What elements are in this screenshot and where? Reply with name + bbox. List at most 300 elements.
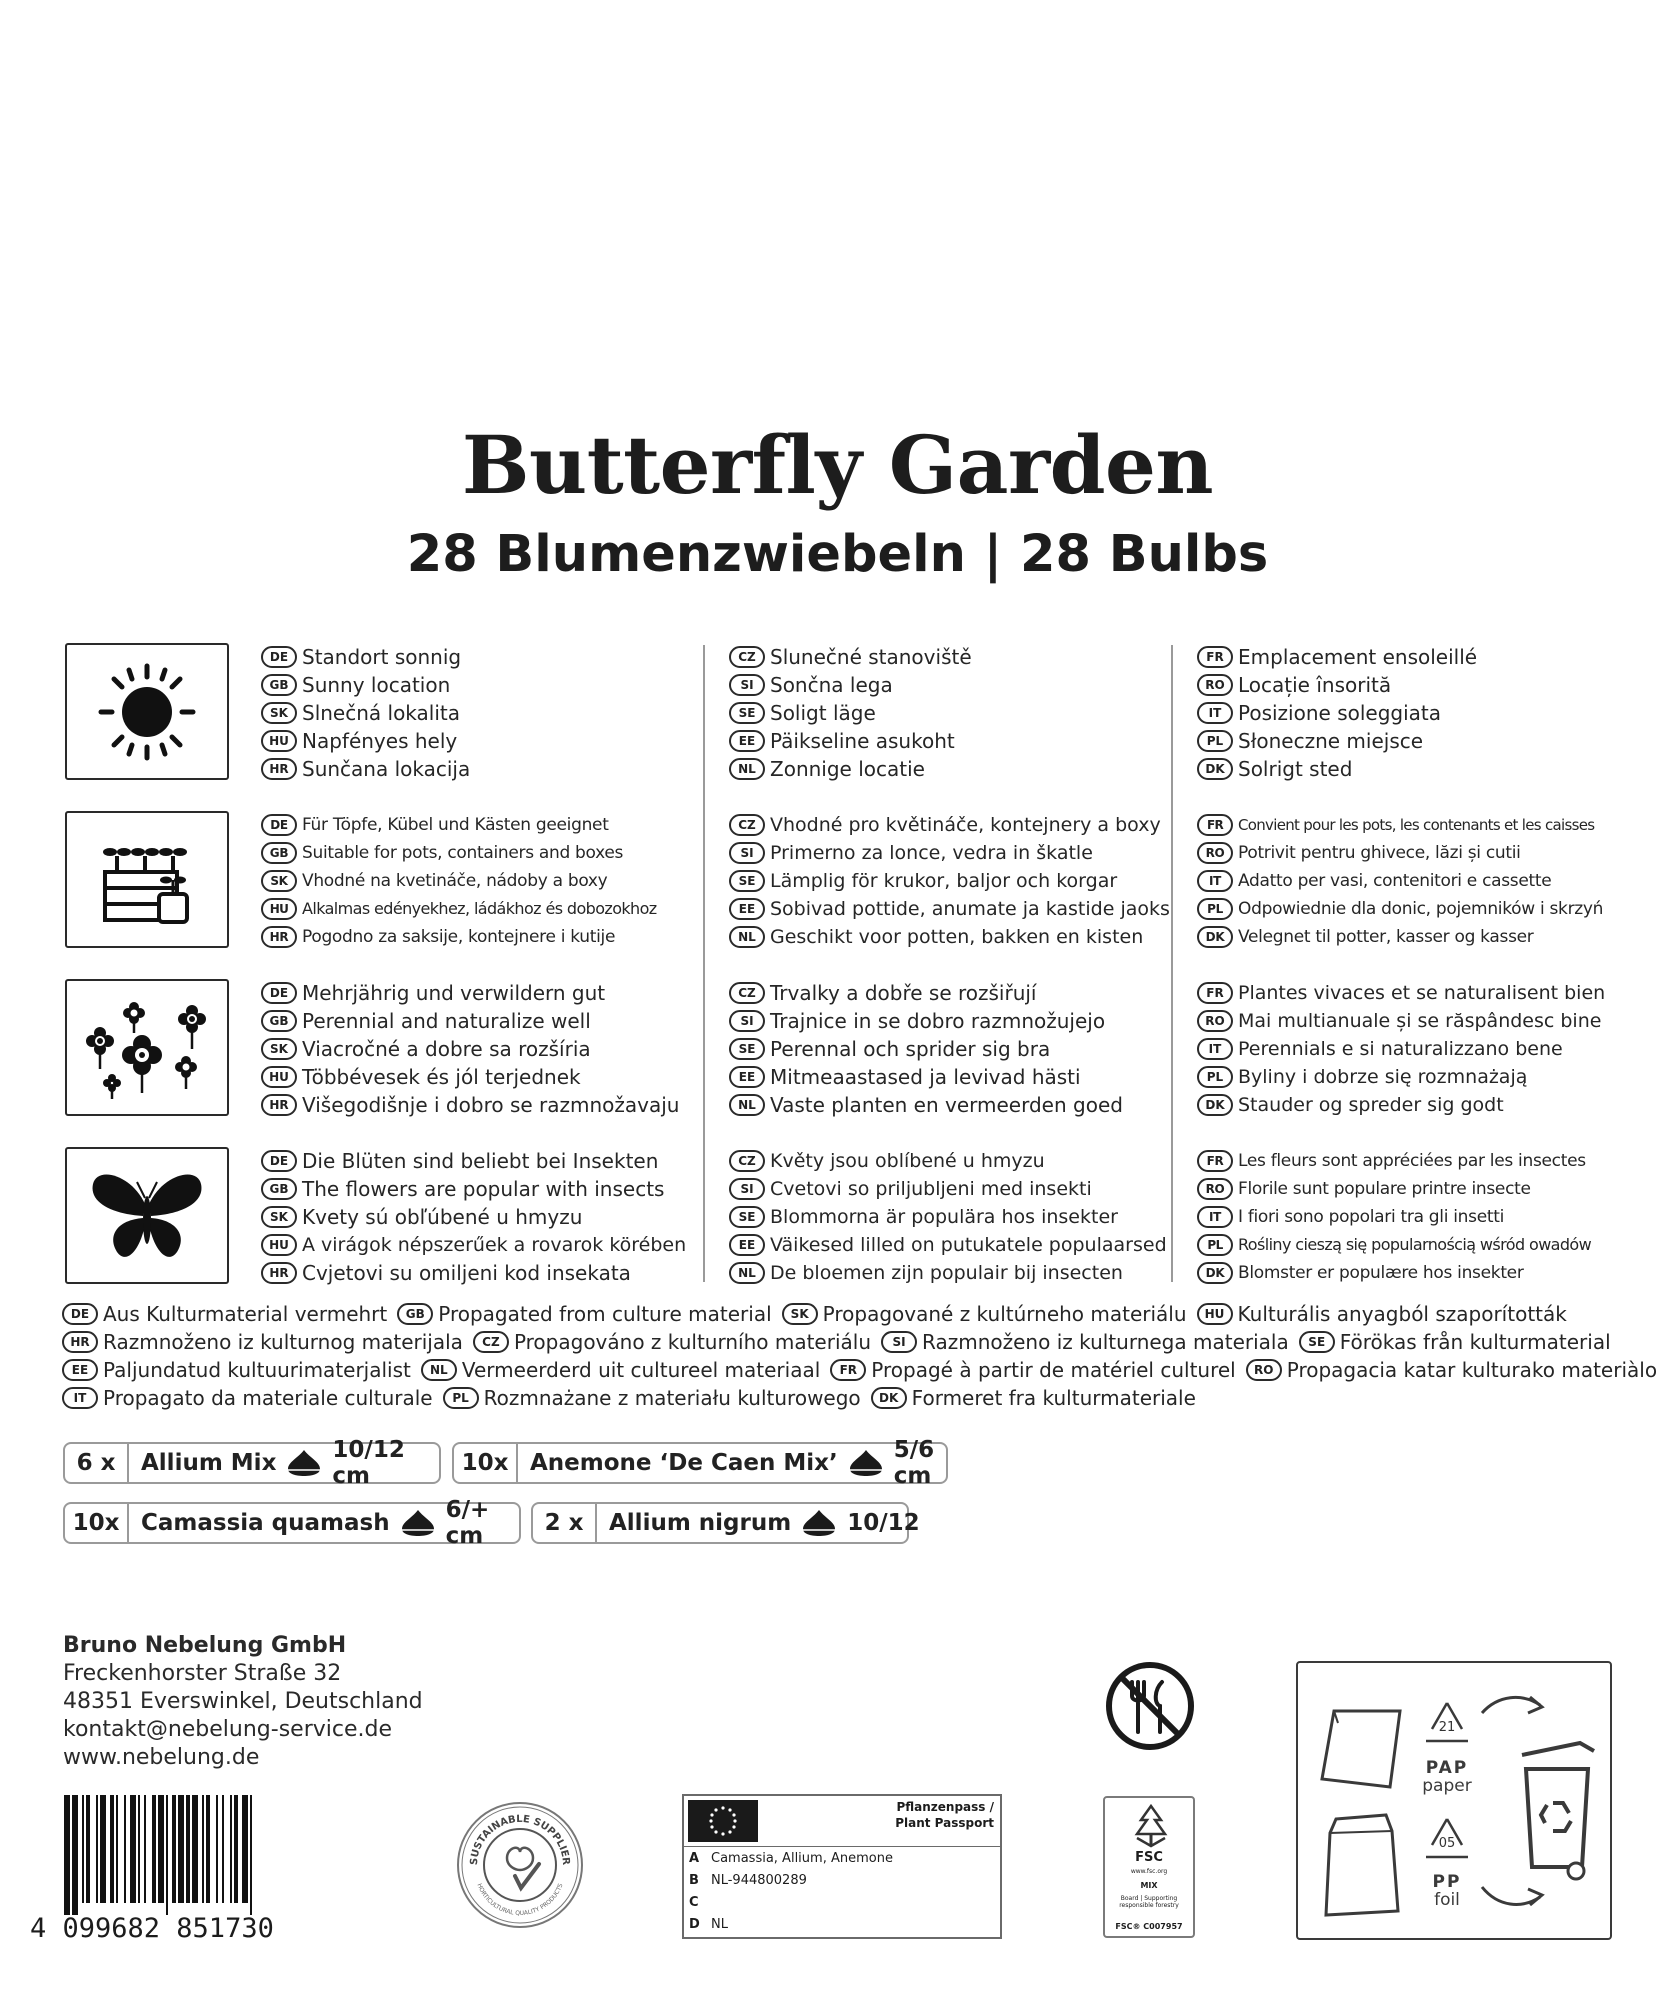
fsc-mix: MIX [1140, 1881, 1158, 1890]
country-code: CZ [729, 814, 765, 836]
barcode-bar [186, 1795, 190, 1903]
barcode-bar [110, 1795, 114, 1903]
translation-text: Solrigt sted [1238, 757, 1353, 781]
country-code: HU [261, 1066, 297, 1088]
paper-recycle-label: paper [1422, 1776, 1472, 1796]
country-code: SE [729, 870, 765, 892]
text-line [729, 699, 972, 727]
text-line [261, 1063, 679, 1091]
country-code: HU [261, 1234, 297, 1256]
barcode-bar [178, 1795, 184, 1903]
text-line [261, 811, 657, 839]
translation-text: Mai multianuale și se răspândesc bine [1238, 1010, 1602, 1032]
country-code: CZ [729, 982, 765, 1004]
language-column [1197, 643, 1477, 783]
barcode-bar [166, 1795, 168, 1915]
country-code: NL [729, 926, 765, 948]
barcode-digits: 4 099682 851730 [30, 1913, 274, 1944]
language-column [261, 979, 679, 1119]
translation-text: Napfényes hely [302, 729, 458, 753]
language-column [261, 643, 470, 783]
fsc-description [1105, 1895, 1193, 1909]
country-code: SK [261, 870, 297, 892]
language-column [729, 1147, 1167, 1287]
propagation-line [62, 1384, 1622, 1412]
seal-bottom-text: HORTICULTURAL QUALITY PRODUCTS [475, 1882, 565, 1918]
text-line [261, 1091, 679, 1119]
translation-text: Slunečné stanoviště [770, 645, 972, 669]
bulb-icon [284, 1448, 324, 1478]
text-line [1197, 699, 1477, 727]
translation-text: Vhodné na kvetináče, nádoby a boxy [302, 871, 608, 891]
translation-text: Florile sunt populare printre insecte [1238, 1179, 1531, 1199]
foil-recycle-number: 05 [1438, 1836, 1456, 1851]
translation-text: Primerno za lonce, vedra in škatle [770, 842, 1093, 864]
barcode-bar [138, 1795, 140, 1903]
translation-text: Viacročné a dobre sa rozšíria [302, 1037, 591, 1061]
planter-box-icon [95, 828, 199, 932]
language-column [261, 811, 657, 951]
country-code: NL [729, 758, 765, 780]
bulb-icon [398, 1508, 438, 1538]
foil-recycle-code: PP [1432, 1872, 1462, 1892]
propagation-item [1299, 1328, 1611, 1356]
country-code: SI [729, 674, 765, 696]
language-column [1197, 1147, 1591, 1287]
page-subtitle: 28 Blumenzwiebeln | 28 Bulbs [406, 525, 1269, 584]
text-line [261, 1147, 686, 1175]
text-line [1197, 923, 1603, 951]
propagation-line [62, 1356, 1658, 1384]
country-code: HR [261, 1094, 297, 1116]
propagation-item [830, 1356, 1235, 1384]
translation-text: Blommorna är populära hos insekter [770, 1206, 1118, 1228]
country-code: HR [261, 1262, 297, 1284]
translation-text: Cvetovi so priljubljeni med insekti [770, 1178, 1092, 1200]
fsc-description-line: Board | Supporting [1120, 1895, 1178, 1902]
bulb-icon [846, 1448, 886, 1478]
country-code: HR [261, 926, 297, 948]
country-code: RO [1246, 1359, 1282, 1381]
country-code: EE [729, 1234, 765, 1256]
country-code: SI [881, 1331, 917, 1353]
plant-passport-title-line: Plant Passport [895, 1816, 994, 1830]
passport-row-value: Camassia, Allium, Anemone [711, 1851, 893, 1866]
passport-row-letter: B [689, 1873, 699, 1888]
text-line [1197, 643, 1477, 671]
fsc-name: FSC [1135, 1850, 1163, 1865]
bulb-item [63, 1497, 521, 1549]
barcode-bar [124, 1795, 126, 1903]
barcode-bar [250, 1795, 252, 1915]
translation-text: Emplacement ensoleillé [1238, 645, 1478, 669]
text-line [729, 643, 972, 671]
barcode-bar [86, 1795, 90, 1903]
bulb-size: 5/6 cm [893, 1437, 935, 1489]
bulb-name: Anemone ‘De Caen Mix’ [530, 1450, 838, 1476]
bulb-item [531, 1502, 920, 1544]
text-line [261, 923, 657, 951]
propagation-item [871, 1384, 1196, 1412]
translation-text: Plantes vivaces et se naturalisent bien [1238, 982, 1606, 1004]
text-line [729, 1203, 1167, 1231]
barcode-bar [230, 1795, 232, 1903]
translation-text: Posizione soleggiata [1238, 701, 1442, 725]
text-line [1197, 895, 1603, 923]
text-line [1197, 979, 1605, 1007]
passport-row [689, 1872, 807, 1890]
foil-recycle-code-icon [1412, 1813, 1482, 1873]
propagation-item [62, 1300, 387, 1328]
eu-flag-icon [688, 1800, 758, 1842]
city-address: 48351 Everswinkel, Deutschland [63, 1689, 423, 1714]
translation-text: Standort sonnig [302, 645, 462, 669]
translation-text: I fiori sono popolari tra gli insetti [1238, 1207, 1505, 1227]
country-code: SK [261, 702, 297, 724]
country-code: EE [62, 1359, 98, 1381]
paper-sheet-icon [1316, 1703, 1406, 1793]
text-line [261, 979, 679, 1007]
paper-recycle-code-icon [1412, 1697, 1482, 1757]
translation-text: Sunčana lokacija [302, 757, 471, 781]
fsc-tree-icon [1127, 1802, 1175, 1850]
translation-text: Förökas från kulturmaterial [1339, 1330, 1611, 1354]
translation-text: Les fleurs sont appréciées par les insectes [1238, 1151, 1586, 1171]
barcode-bar [234, 1795, 238, 1903]
country-code: GB [261, 1010, 297, 1032]
barcode-bar [202, 1795, 204, 1903]
translation-text: Vermeerderd uit cultureel materiaal [461, 1358, 821, 1382]
translation-text: Sunny location [302, 673, 451, 697]
country-code: FR [1197, 814, 1233, 836]
text-line [261, 1259, 686, 1287]
country-code: RO [1197, 1010, 1233, 1032]
propagation-item [1197, 1300, 1567, 1328]
paper-recycle-number: 21 [1438, 1720, 1456, 1735]
text-line [1197, 727, 1477, 755]
translation-text: Mitmeaastased ja levivad hästi [770, 1065, 1081, 1089]
text-line [1197, 811, 1603, 839]
butterfly-icon-box [65, 1147, 229, 1284]
text-line [261, 839, 657, 867]
translation-text: Formeret fra kulturmateriale [911, 1386, 1196, 1410]
street-address: Freckenhorster Straße 32 [63, 1661, 342, 1686]
translation-text: Perennial and naturalize well [302, 1009, 591, 1033]
country-code: DK [1197, 758, 1233, 780]
country-code: IT [62, 1387, 98, 1409]
country-code: DK [1197, 1262, 1233, 1284]
country-code: HR [261, 758, 297, 780]
propagation-item [881, 1328, 1289, 1356]
barcode-bar [222, 1795, 224, 1903]
flowers-icon-box [65, 979, 229, 1116]
translation-text: Trajnice in se dobro razmnožujejo [770, 1009, 1106, 1033]
text-line [261, 727, 470, 755]
country-code: SI [729, 1010, 765, 1032]
passport-row [689, 1894, 711, 1912]
passport-row-letter: A [689, 1851, 700, 1866]
fsc-url: www.fsc.org [1130, 1868, 1168, 1875]
country-code: EE [729, 1066, 765, 1088]
country-code: GB [397, 1303, 433, 1325]
country-code: SE [729, 702, 765, 724]
country-code: NL [729, 1094, 765, 1116]
website-link[interactable]: www.nebelung.de [63, 1745, 260, 1770]
text-line [729, 839, 1170, 867]
passport-row [689, 1850, 893, 1868]
country-code: SE [729, 1038, 765, 1060]
translation-text: Kulturális anyagból szaporították [1237, 1302, 1567, 1326]
barcode-bar [216, 1795, 218, 1903]
translation-text: Väikesed lilled on putukatele populaarsed [770, 1234, 1167, 1256]
text-line [729, 1063, 1123, 1091]
country-code: PL [1197, 1234, 1233, 1256]
propagation-item [782, 1300, 1187, 1328]
plant-passport-title [895, 1799, 994, 1831]
country-code: HU [261, 730, 297, 752]
language-column [1197, 811, 1603, 951]
country-code: PL [1197, 1066, 1233, 1088]
propagation-item [62, 1356, 411, 1384]
text-line [261, 1203, 686, 1231]
translation-text: Trvalky a dobře se rozšiřují [770, 981, 1037, 1005]
column-separator [1171, 645, 1173, 1282]
country-code: PL [1197, 898, 1233, 920]
translation-text: Perennal och sprider sig bra [770, 1037, 1051, 1061]
barcode-bar [172, 1795, 176, 1903]
translation-text: Razmnoženo iz kulturnega materiala [922, 1330, 1289, 1354]
country-code: GB [261, 842, 297, 864]
text-line [729, 895, 1170, 923]
bulb-size: 10/12 cm [332, 1437, 405, 1489]
company-name: Bruno Nebelung GmbH [63, 1633, 347, 1658]
text-line [261, 1007, 679, 1035]
text-line [1197, 1175, 1591, 1203]
country-code: IT [1197, 1038, 1233, 1060]
text-line [261, 755, 470, 783]
country-code: RO [1197, 842, 1233, 864]
text-line [1197, 839, 1603, 867]
text-line [729, 1231, 1167, 1259]
text-line [261, 643, 470, 671]
translation-text: Zonnige locatie [770, 757, 925, 781]
passport-row-value: NL [711, 1917, 728, 1932]
bulb-name: Allium nigrum [609, 1510, 792, 1536]
country-code: SE [729, 1206, 765, 1228]
text-line [729, 1147, 1167, 1175]
country-code: EE [729, 898, 765, 920]
country-code: NL [729, 1262, 765, 1284]
translation-text: Paljundatud kultuurimaterjalist [103, 1358, 411, 1382]
text-line [729, 1175, 1167, 1203]
passport-row-value: NL-944800289 [711, 1873, 807, 1888]
language-column [729, 979, 1123, 1119]
bulb-quantity: 10x [454, 1444, 518, 1482]
text-line [729, 755, 972, 783]
text-line [729, 1091, 1123, 1119]
text-line [1197, 671, 1477, 699]
country-code: SI [729, 842, 765, 864]
text-line [729, 1035, 1123, 1063]
recycling-bin-icon [1516, 1735, 1600, 1885]
paper-recycle-code: PAP [1425, 1758, 1469, 1778]
translation-text: Propagé à partir de matériel culturel [871, 1358, 1236, 1382]
text-line [261, 699, 470, 727]
translation-text: Aus Kulturmaterial vermehrt [103, 1302, 388, 1326]
translation-text: The flowers are popular with insects [302, 1177, 665, 1201]
country-code: SI [729, 1178, 765, 1200]
bulb-item [63, 1437, 441, 1489]
bulb-quantity: 2 x [533, 1504, 597, 1542]
text-line [1197, 1147, 1591, 1175]
translation-text: A virágok népszerűek a rovarok körében [302, 1234, 687, 1256]
translation-text: Kvety sú obľúbené u hmyzu [302, 1205, 583, 1229]
translation-text: Többévesek és jól terjednek [302, 1065, 581, 1089]
language-column [729, 811, 1170, 951]
country-code: DE [261, 646, 297, 668]
country-code: DE [261, 982, 297, 1004]
bulb-name: Camassia quamash [141, 1510, 390, 1536]
translation-text: Mehrjährig und verwildern gut [302, 981, 606, 1005]
translation-text: Alkalmas edényekhez, ládákhoz és dobozokhoz [302, 899, 657, 918]
translation-text: Propagated from culture material [438, 1302, 772, 1326]
country-code: FR [830, 1359, 866, 1381]
country-code: SK [782, 1303, 818, 1325]
translation-text: Propagované z kultúrneho materiálu [822, 1302, 1187, 1326]
barcode-bar [116, 1795, 118, 1903]
country-code: IT [1197, 1206, 1233, 1228]
country-code: CZ [729, 1150, 765, 1172]
translation-text: Slnečná lokalita [302, 701, 461, 725]
text-line [729, 979, 1123, 1007]
country-code: DK [871, 1387, 907, 1409]
sun-icon-box [65, 643, 229, 780]
company-address [63, 1632, 423, 1772]
flowers-icon [82, 993, 212, 1103]
country-code: SK [261, 1206, 297, 1228]
translation-text: Convient pour les pots, les contenants et les caisses [1238, 816, 1595, 834]
barcode [62, 1795, 342, 1915]
translation-text: Rośliny cieszą się popularnością wśród owadów [1238, 1235, 1592, 1254]
barcode-bar [72, 1795, 78, 1915]
translation-text: Cvjetovi su omiljeni kod insekata [302, 1261, 631, 1285]
text-line [729, 727, 972, 755]
translation-text: Locație însorită [1238, 673, 1392, 697]
translation-text: Geschikt voor potten, bakken en kisten [770, 926, 1144, 948]
country-code: FR [1197, 1150, 1233, 1172]
country-code: HU [261, 898, 297, 920]
bulb-size: 6/+ cm [445, 1497, 490, 1549]
text-line [729, 923, 1170, 951]
text-line [729, 671, 972, 699]
country-code: DK [1197, 926, 1233, 948]
translation-text: Propagacia katar kulturako materiàlo [1286, 1358, 1658, 1382]
text-line [1197, 1203, 1591, 1231]
text-line [1197, 755, 1477, 783]
text-line [729, 867, 1170, 895]
country-code: RO [1197, 1178, 1233, 1200]
translation-text: Sobivad pottide, anumate ja kastide jaoks [770, 898, 1170, 920]
propagation-line [62, 1328, 1622, 1356]
propagation-item [397, 1300, 771, 1328]
barcode-bar [206, 1795, 210, 1903]
translation-text: Rozmnażane z materiału kulturowego [483, 1386, 861, 1410]
text-line [261, 1231, 686, 1259]
country-code: CZ [473, 1331, 509, 1353]
barcode-bar [130, 1795, 136, 1903]
translation-text: Razmnoženo iz kulturnog materijala [103, 1330, 463, 1354]
country-code: DE [62, 1303, 98, 1325]
bulb-name: Allium Mix [141, 1450, 277, 1476]
arrow-to-bin-icon [1478, 1689, 1548, 1729]
translation-text: Potrivit pentru ghivece, lăzi și cutii [1238, 843, 1521, 863]
country-code: PL [1197, 730, 1233, 752]
barcode-bar [144, 1795, 146, 1903]
country-code: DE [261, 1150, 297, 1172]
language-column [729, 643, 972, 783]
foil-recycle-label: foil [1434, 1890, 1460, 1910]
sustainable-supplier-seal [455, 1800, 585, 1930]
text-line [1197, 1259, 1591, 1287]
country-code: DK [1197, 1094, 1233, 1116]
barcode-bar [158, 1795, 164, 1903]
country-code: GB [261, 674, 297, 696]
text-line [261, 1175, 686, 1203]
propagation-item [1246, 1356, 1657, 1384]
country-code: SE [1299, 1331, 1335, 1353]
text-line [1197, 867, 1603, 895]
propagation-item [473, 1328, 871, 1356]
barcode-bar [242, 1795, 248, 1903]
translation-text: Suitable for pots, containers and boxes [302, 843, 624, 863]
translation-text: De bloemen zijn populair bij insecten [770, 1262, 1123, 1284]
passport-divider [684, 1846, 1002, 1847]
translation-text: Päikseline asukoht [770, 729, 955, 753]
translation-text: Perennials e si naturalizzano bene [1238, 1038, 1563, 1060]
sun-icon [95, 660, 199, 764]
barcode-bar [64, 1795, 70, 1915]
text-line [1197, 1231, 1591, 1259]
country-code: FR [1197, 982, 1233, 1004]
not-for-consumption-icon [1104, 1660, 1196, 1752]
translation-text: Stauder og spreder sig godt [1238, 1094, 1504, 1116]
email-link[interactable]: kontakt@nebelung-service.de [63, 1717, 393, 1742]
translation-text: Propagováno z kulturního materiálu [513, 1330, 872, 1354]
text-line [261, 895, 657, 923]
country-code: EE [729, 730, 765, 752]
passport-row-letter: D [689, 1917, 700, 1932]
country-code: IT [1197, 870, 1233, 892]
translation-text: Sončna lega [770, 673, 893, 697]
column-separator [703, 645, 705, 1282]
country-code: HU [1197, 1303, 1233, 1325]
foil-bag-icon [1316, 1811, 1406, 1921]
translation-text: Velegnet til potter, kasser og kasser [1238, 927, 1534, 947]
country-code: DE [261, 814, 297, 836]
translation-text: Adatto per vasi, contenitori e cassette [1238, 871, 1552, 891]
country-code: NL [421, 1359, 457, 1381]
text-line [1197, 1091, 1605, 1119]
translation-text: Květy jsou oblíbené u hmyzu [770, 1150, 1045, 1172]
translation-text: Propagato da materiale culturale [103, 1386, 433, 1410]
bulb-item [452, 1437, 948, 1489]
barcode-bar [82, 1795, 84, 1903]
text-line [729, 1259, 1167, 1287]
text-line [729, 1007, 1123, 1035]
text-line [261, 1035, 679, 1063]
propagation-notice [62, 1300, 1658, 1412]
bulb-quantity: 6 x [65, 1444, 129, 1482]
